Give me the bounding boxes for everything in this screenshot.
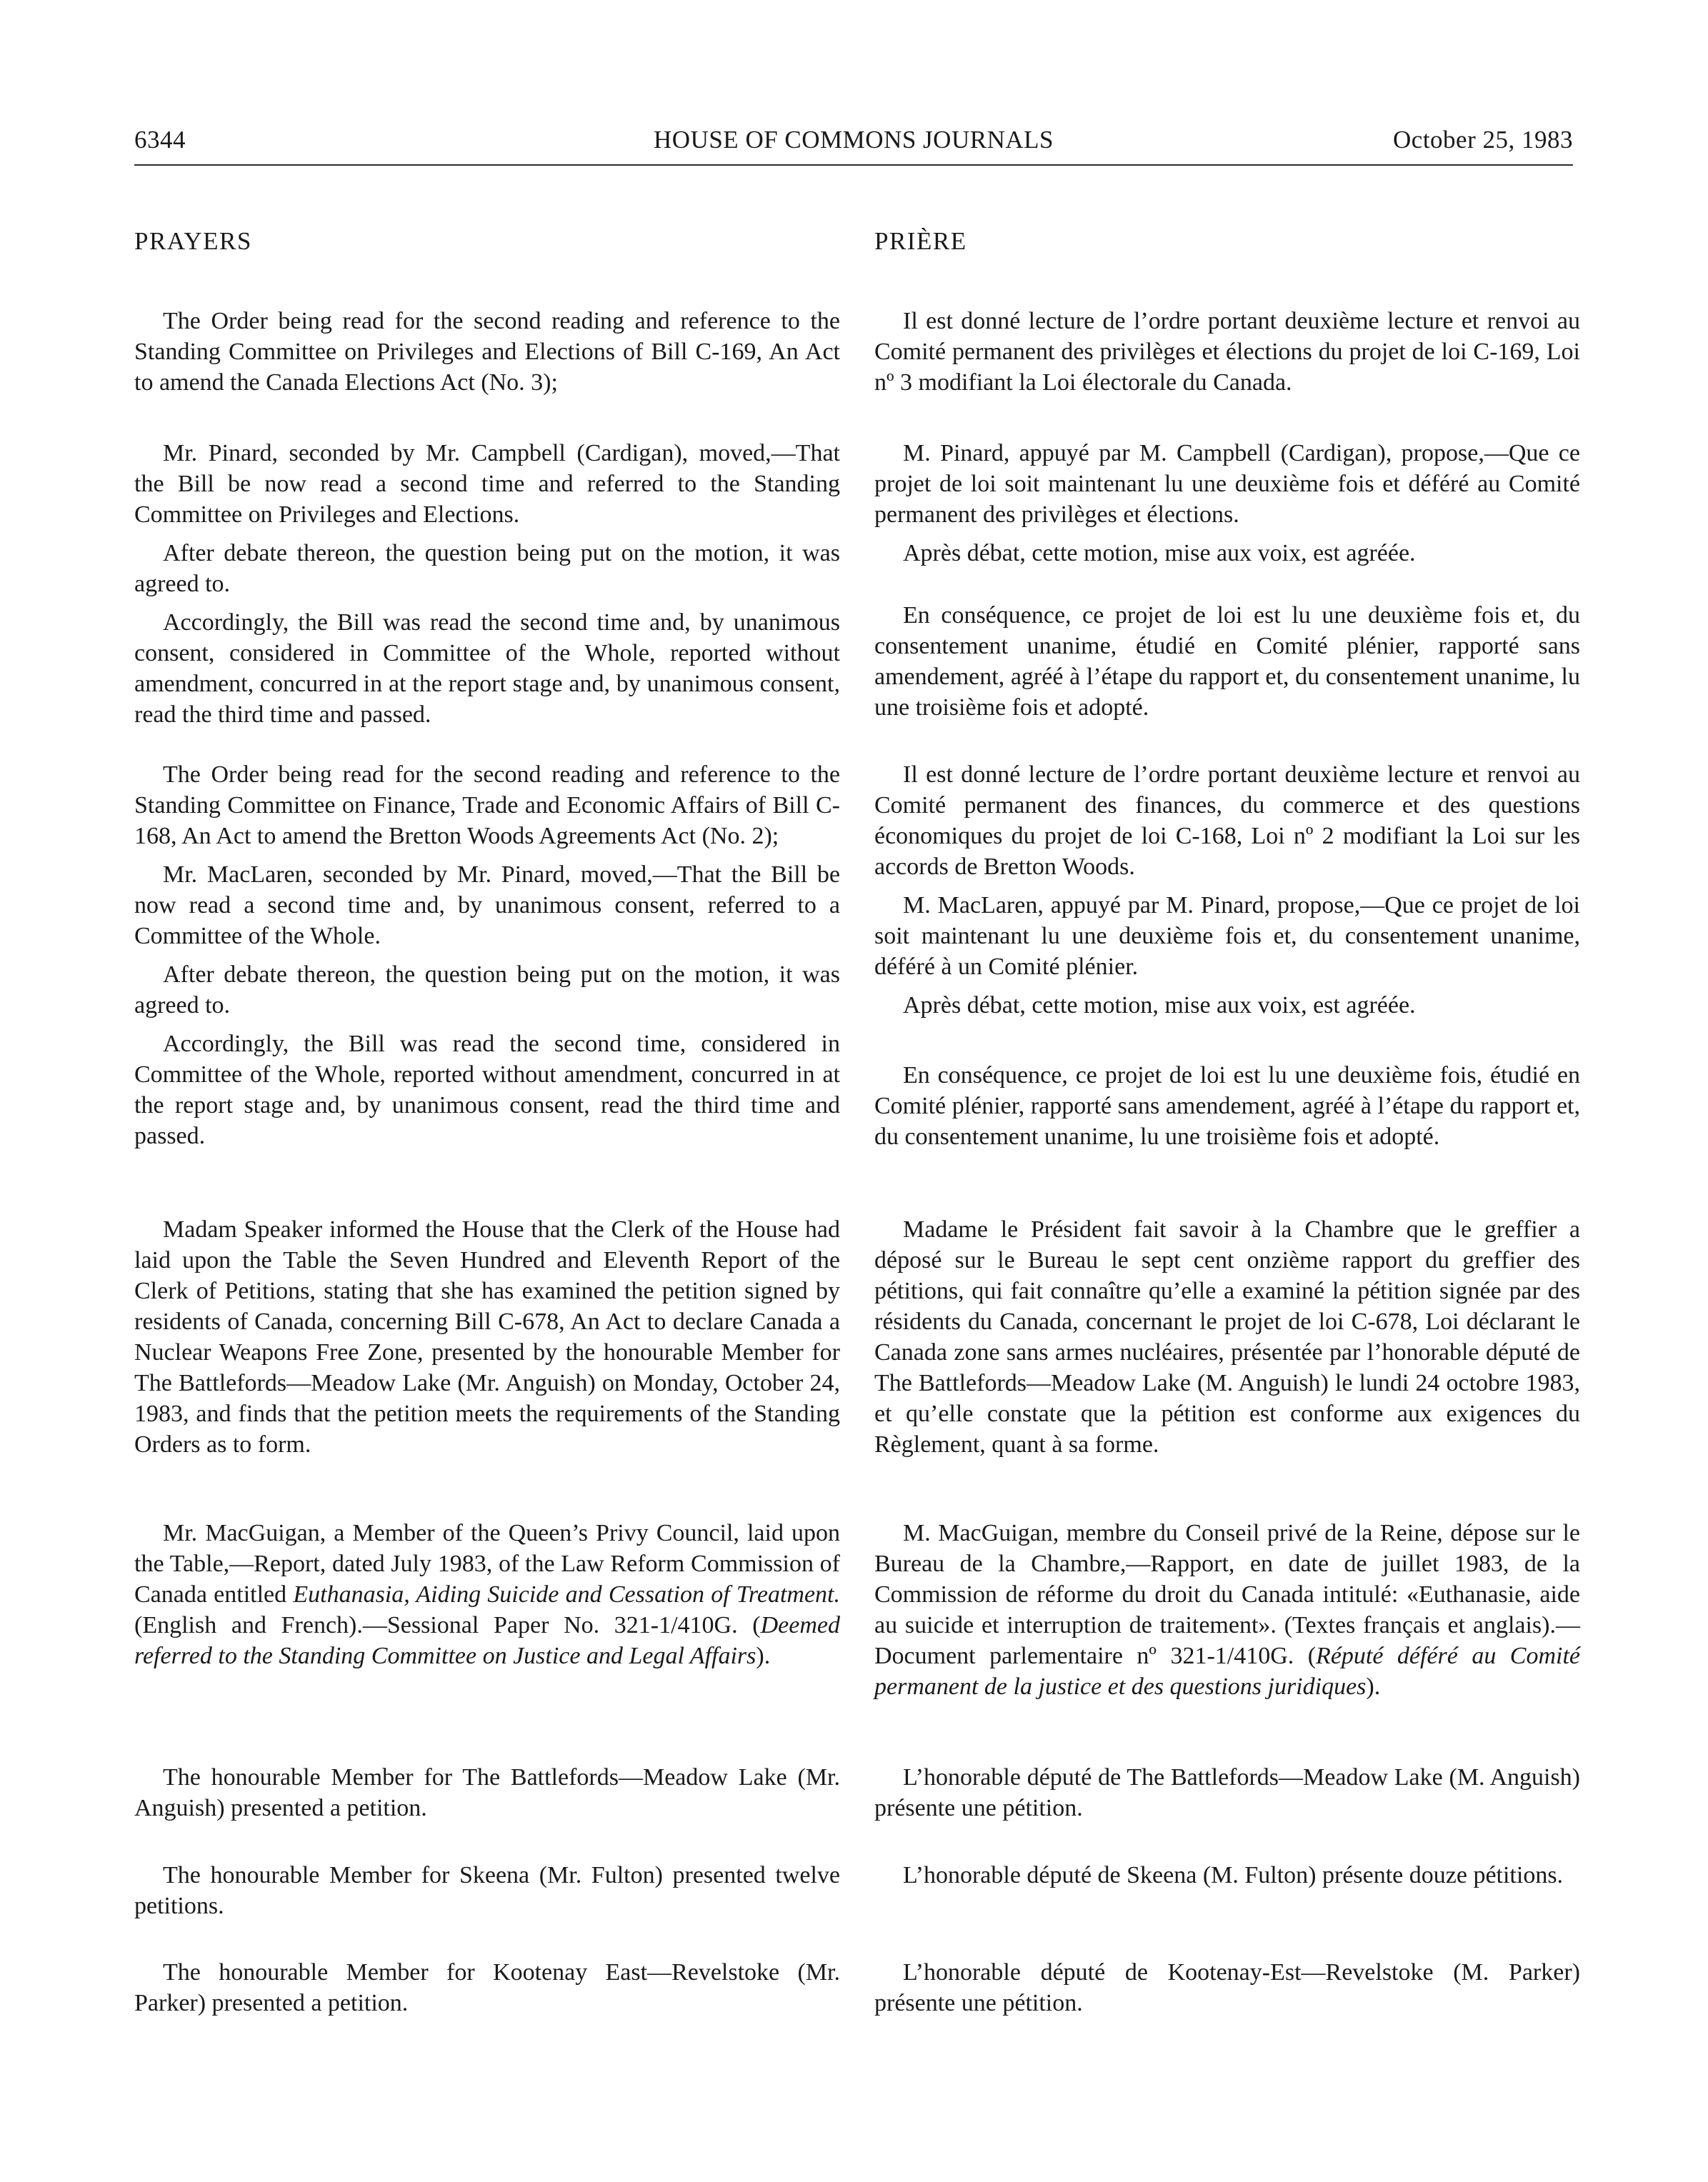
english-order-c168: [134, 759, 840, 1151]
paragraph: Mr. MacGuigan, a Member of the Queen’s Privy Council, laid upon the Table,—Report, dated July 1983, of the Law Reform Commission of Canada entitled Euthanasia, Aiding Suicide and Cessation of Treatment. (English and French).—Sessional Paper No. 321-1/410G. (Deemed referred to the Standing Committee on Justice and Legal Affairs).: [134, 1520, 840, 1669]
paragraph: After debate thereon, the question being put on the motion, it was agreed to.: [134, 540, 840, 597]
paragraph: Accordingly, the Bill was read the second time and, by unanimous consent, considered in Committee of the Whole, reported without amendment, concurred in at the report stage and, by unanimous consent, read the third time and passed.: [134, 609, 840, 728]
paragraph: After debate thereon, the question being put on the motion, it was agreed to.: [134, 961, 840, 1019]
french-petition-fulton: [874, 1860, 1580, 1891]
paragraph: Madam Speaker informed the House that the Clerk of the House had laid upon the Table the Seven Hundred and Eleventh Report of the Clerk of Petitions, stating that she has examined the petition signed by residents of Canada, concerning Bill C-678, An Act to declare Canada a Nuclear Weapons Free Zone, presented by the honourable Member for The Battlefords—Meadow Lake (Mr. Anguish) on Monday, October 24, 1983, and finds that the petition meets the requirements of the Standing Orders as to form.: [134, 1216, 840, 1458]
page-header: [134, 126, 1573, 166]
english-order-c169: [134, 306, 840, 398]
paragraph: L’honorable député de Skeena (M. Fulton) présente douze pétitions.: [903, 1862, 1564, 1888]
paragraph: M. MacGuigan, membre du Conseil privé de la Reine, dépose sur le Bureau de la Chambre,—Rapport, en date de juillet 1983, de la Commission de réforme du droit du Canada intitulé: «Euthanasie, aide au suicide et interruption de traitement». (Textes français et anglais).—Document parlementaire nº 321-1/410G. (Réputé déféré au Comité permanent de la justice et des questions juridiques).: [874, 1520, 1580, 1700]
paragraph: Après débat, cette motion, mise aux voix, est agréée.: [903, 992, 1416, 1019]
paragraph: The Order being read for the second reading and reference to the Standing Committee on Privileges and Elections of Bill C-169, An Act to amend the Canada Elections Act (No. 3);: [134, 308, 840, 396]
paragraph: L’honorable député de Kootenay-Est—Revelstoke (M. Parker) présente une pétition.: [874, 1959, 1580, 2016]
journal-title: HOUSE OF COMMONS JOURNALS: [654, 126, 1054, 154]
section-heading: PRAYERS: [134, 227, 252, 255]
paragraph: Il est donné lecture de l’ordre portant deuxième lecture et renvoi au Comité permanent des finances, du commerce et des questions économiques du projet de loi C-168, Loi nº 2 modifiant la Loi sur les accords de Bretton Woods.: [874, 761, 1580, 880]
paragraph: The honourable Member for Kootenay East—Revelstoke (Mr. Parker) presented a petition.: [134, 1959, 840, 2016]
french-motion-c169: [874, 438, 1580, 569]
english-motion-c169: [134, 438, 840, 730]
french-petition-parker: [874, 1957, 1580, 2018]
paragraph: M. Pinard, appuyé par M. Campbell (Cardigan), propose,—Que ce projet de loi soit maintenant lu une deuxième fois et déféré au Comité permanent des privilèges et élections.: [874, 440, 1580, 528]
paragraph: Madame le Président fait savoir à la Chambre que le greffier a déposé sur le Bureau le sept cent onzième rapport du greffier des pétitions, qui fait connaître qu’elle a examiné la pétition signée par des résidents du Canada, concernant le projet de loi C-678, Loi déclarant le Canada zone sans armes nucléaires, présentée par l’honorable député de The Battlefords—Meadow Lake (M. Anguish) le lundi 24 octobre 1983, et qu’elle constate que la pétition est conforme aux exigences du Règlement, quant à sa forme.: [874, 1216, 1580, 1458]
french-speaker-report: [874, 1214, 1580, 1460]
french-sessional-paper: [874, 1518, 1580, 1702]
english-petition-anguish: [134, 1762, 840, 1823]
page-number: 6344: [134, 126, 186, 154]
english-sessional-paper: [134, 1518, 840, 1671]
section-heading: PRIÈRE: [874, 227, 967, 255]
french-adoption-c169: [874, 600, 1580, 723]
french-adoption-c168: [874, 1060, 1580, 1152]
paragraph: Accordingly, the Bill was read the second time, considered in Committee of the Whole, reported without amendment, concurred in at the report stage and, by unanimous consent, read the third time and passed.: [134, 1031, 840, 1149]
french-order-c168: [874, 759, 1580, 1021]
paragraph: Il est donné lecture de l’ordre portant deuxième lecture et renvoi au Comité permanent des privilèges et élections du projet de loi C-169, Loi nº 3 modifiant la Loi électorale du Canada.: [874, 308, 1580, 396]
paragraph: L’honorable député de The Battlefords—Meadow Lake (M. Anguish) présente une pétition.: [874, 1764, 1580, 1821]
paragraph: Mr. Pinard, seconded by Mr. Campbell (Cardigan), moved,—That the Bill be now read a second time and referred to the Standing Committee on Privileges and Elections.: [134, 440, 840, 528]
paragraph: The honourable Member for Skeena (Mr. Fulton) presented twelve petitions.: [134, 1862, 840, 1919]
paragraph: M. MacLaren, appuyé par M. Pinard, propose,—Que ce projet de loi soit maintenant lu une deuxième fois et, du consentement unanime, déféré à un Comité plénier.: [874, 892, 1580, 980]
paragraph: Mr. MacLaren, seconded by Mr. Pinard, moved,—That the Bill be now read a second time and, by unanimous consent, referred to a Committee of the Whole.: [134, 861, 840, 949]
english-petition-fulton: [134, 1860, 840, 1921]
paragraph: En conséquence, ce projet de loi est lu une deuxième fois, étudié en Comité plénier, rapporté sans amendement, agréé à l’étape du rapport et, du consentement unanime, lu une troisième fois et adopté.: [874, 1062, 1580, 1150]
french-order-c169: [874, 306, 1580, 398]
paragraph: En conséquence, ce projet de loi est lu une deuxième fois et, du consentement unanime, étudié en Comité plénier, rapporté sans amendement, agréé à l’étape du rapport et, du consentement unanime, lu une troisième fois et adopté.: [874, 602, 1580, 721]
paragraph: The honourable Member for The Battlefords—Meadow Lake (Mr. Anguish) presented a petition.: [134, 1764, 840, 1821]
paragraph: Après débat, cette motion, mise aux voix, est agréée.: [903, 540, 1416, 566]
english-petition-parker: [134, 1957, 840, 2018]
paragraph: The Order being read for the second reading and reference to the Standing Committee on Finance, Trade and Economic Affairs of Bill C-168, An Act to amend the Bretton Woods Agreements Act (No. 2);: [134, 761, 840, 849]
french-petition-anguish: [874, 1762, 1580, 1823]
journal-date: October 25, 1983: [1393, 126, 1573, 154]
english-speaker-report: [134, 1214, 840, 1460]
